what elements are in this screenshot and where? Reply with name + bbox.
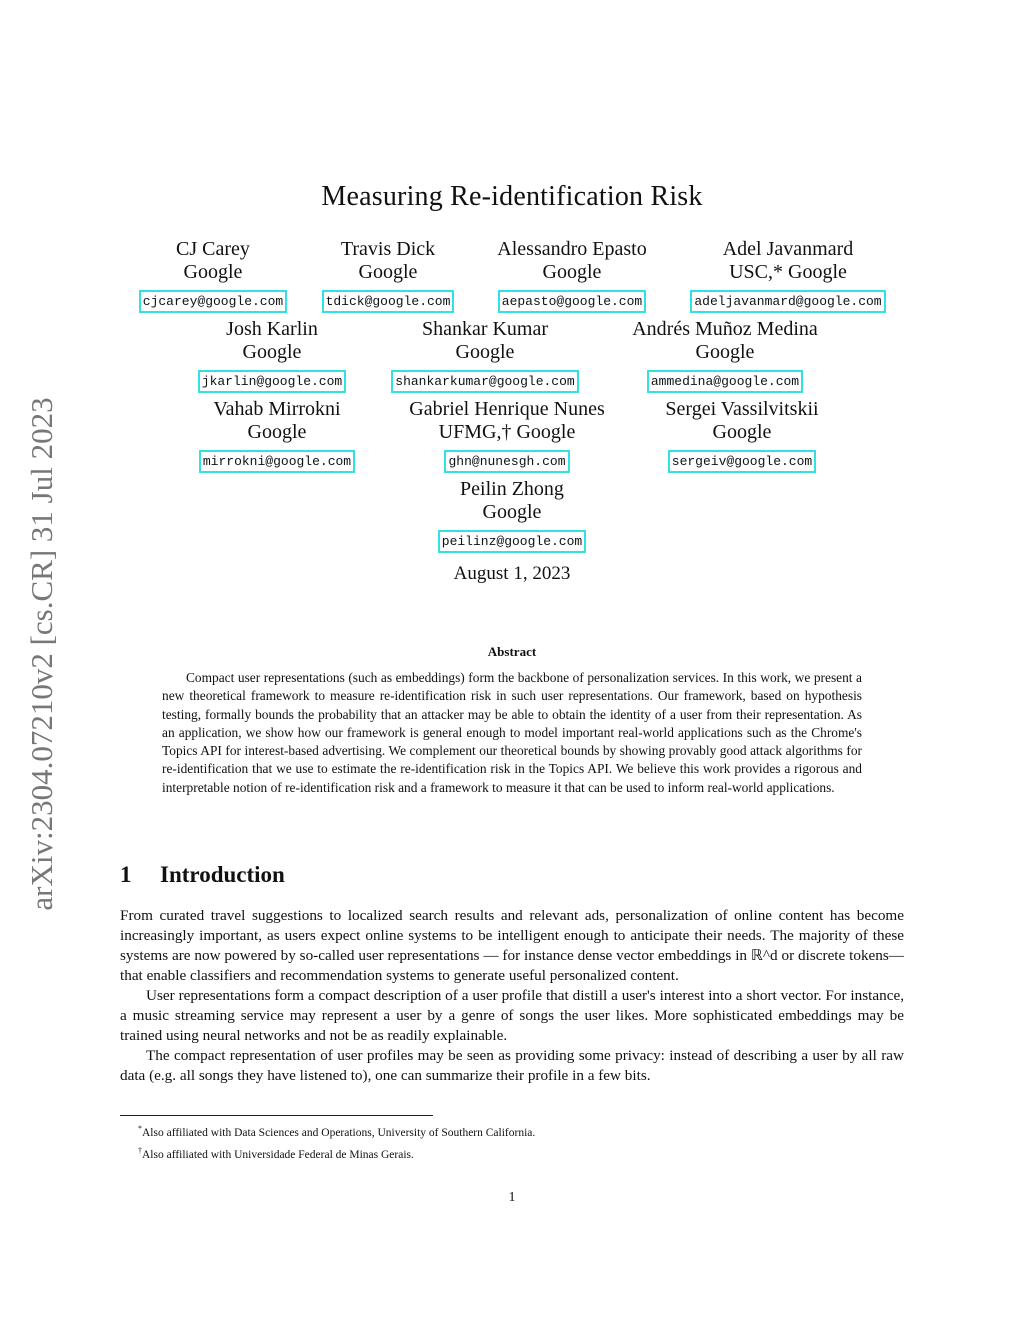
footnote-divider — [120, 1115, 433, 1116]
author-block — [152, 318, 392, 393]
abstract-heading: Abstract — [487, 644, 537, 659]
footnote-mark: † — [138, 1145, 142, 1155]
author-email-link[interactable]: adeljavanmard@google.com — [690, 290, 885, 313]
author-name: Peilin Zhong — [460, 478, 564, 500]
author-block — [622, 398, 862, 473]
author-affiliation: USC,* Google — [729, 261, 847, 283]
author-affiliation: Google — [482, 501, 542, 523]
author-block — [605, 318, 845, 393]
footnotes — [138, 1120, 535, 1164]
paragraph: The compact representation of user profiles may be seen as providing some privacy: instead of describing a user by all raw data (e.g. all songs they have listened to), one can summarize their profile in a few bits. — [120, 1047, 904, 1084]
author-block — [668, 238, 908, 313]
author-email-link[interactable]: sergeiv@google.com — [668, 450, 816, 473]
author-affiliation: Google — [247, 421, 307, 443]
author-email-link[interactable]: tdick@google.com — [322, 290, 455, 313]
author-affiliation: Google — [242, 341, 302, 363]
intro-body — [120, 906, 904, 1086]
author-affiliation: Google — [183, 261, 243, 283]
author-email-link[interactable]: aepasto@google.com — [498, 290, 646, 313]
author-affiliation: Google — [455, 341, 515, 363]
footnote-mark: * — [138, 1124, 142, 1133]
footnote-text: Also affiliated with Universidade Federal de Minas Gerais. — [142, 1148, 414, 1161]
author-affiliation: Google — [358, 261, 418, 283]
author-name: Shankar Kumar — [421, 318, 549, 340]
paragraph: From curated travel suggestions to localized search results and relevant ads, personalization of online content has become increasingly important, as users expect online systems to be intelligent enough to anticipate their needs. The majority of these systems are now powered by so-called user representations — for instance dense vector embeddings in ℝ^d or discrete tokens—that enable classifiers and recommendation systems to generate useful personalized content. — [120, 907, 904, 984]
author-email-link[interactable]: shankarkumar@google.com — [391, 370, 578, 393]
author-block — [392, 478, 632, 553]
author-affiliation: UFMG,† Google — [438, 421, 576, 443]
paper-title: Measuring Re-identification Risk — [321, 181, 703, 212]
footnote-item — [138, 1120, 535, 1142]
author-affiliation: Google — [695, 341, 755, 363]
author-email-link[interactable]: peilinz@google.com — [438, 530, 586, 553]
author-email-link[interactable]: jkarlin@google.com — [198, 370, 346, 393]
author-email-link[interactable]: ghn@nunesgh.com — [444, 450, 569, 473]
author-email-link[interactable]: ammedina@google.com — [647, 370, 803, 393]
author-name: Gabriel Henrique Nunes — [409, 398, 605, 420]
author-name: Vahab Mirrokni — [213, 398, 341, 420]
author-email-link[interactable]: mirrokni@google.com — [199, 450, 355, 473]
author-name: Josh Karlin — [226, 318, 318, 340]
author-block — [387, 398, 627, 473]
author-block — [365, 318, 605, 393]
section-title: Introduction — [160, 862, 285, 887]
author-name: Andrés Muñoz Medina — [632, 318, 818, 340]
author-name: CJ Carey — [176, 238, 250, 260]
page-number: 1 — [508, 1190, 516, 1205]
author-affiliation: Google — [542, 261, 602, 283]
abstract-text: Compact user representations (such as embeddings) form the backbone of personalization services. In this work, we present a new theoretical framework to measure re-identification risk in such user representations. Our framework, based on hypothesis testing, formally bounds the probability that an attacker may be able to obtain the identity of a user from their representation. As an application, we show how our framework is general enough to model important real-world applications such as the Chrome's Topics API for interest-based advertising. We complement our theoretical bounds by showing provably good attack algorithms for re-identification that we use to estimate the re-identification risk in the Topics API. We believe this work provides a rigorous and interpretable notion of re-identification risk and a framework to measure it that can be used to inform real-world applications. — [162, 670, 862, 795]
footnote-item — [138, 1142, 535, 1164]
author-affiliation: Google — [712, 421, 772, 443]
author-name: Travis Dick — [340, 238, 436, 260]
footnote-text: Also affiliated with Data Sciences and Operations, University of Southern California. — [142, 1126, 536, 1139]
author-name: Alessandro Epasto — [497, 238, 647, 260]
paragraph: User representations form a compact description of a user profile that distill a user's interest into a short vector. For instance, a music streaming service may represent a user by a genre of songs the user likes. More sophisticated embeddings may be trained using neural networks and not be as readily explainable. — [120, 987, 904, 1044]
author-block — [452, 238, 692, 313]
author-name: Sergei Vassilvitskii — [665, 398, 819, 420]
author-block — [157, 398, 397, 473]
section-heading — [120, 862, 285, 888]
author-name: Adel Javanmard — [722, 238, 854, 260]
arxiv-stamp-text: arXiv:2304.07210v2 [cs.CR] 31 Jul 2023 — [24, 397, 59, 911]
author-email-link[interactable]: cjcarey@google.com — [139, 290, 287, 313]
paper-date: August 1, 2023 — [453, 563, 571, 584]
section-number: 1 — [120, 862, 132, 887]
